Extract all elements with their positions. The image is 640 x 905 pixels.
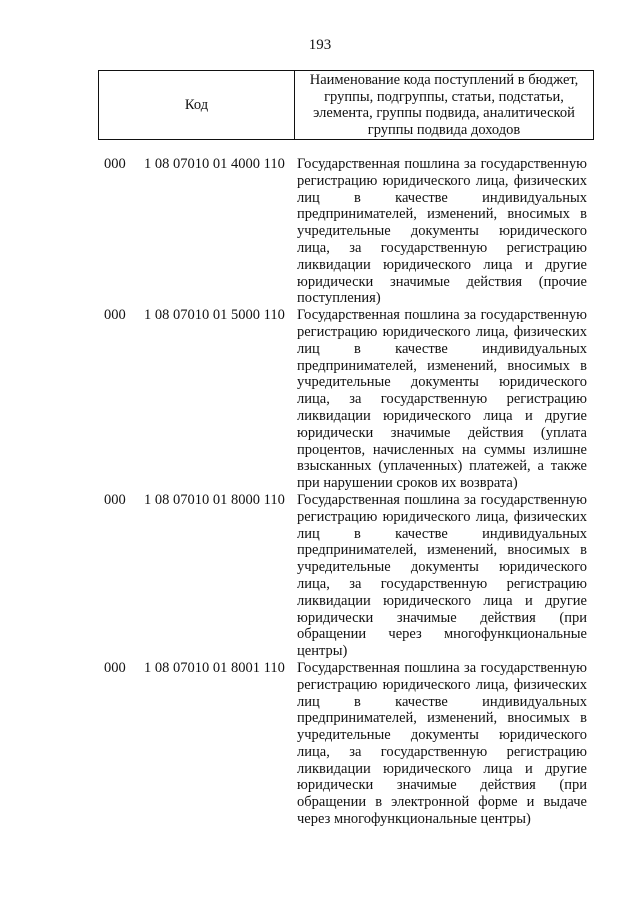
admin-code: 000 [104,156,126,172]
table-body [0,156,640,828]
admin-code: 000 [104,491,126,508]
admin-code: 000 [104,659,126,676]
revenue-code: 1 08 07010 01 5000 110 [144,307,285,324]
table-row [0,492,640,660]
revenue-description: Государственная пошлина за государственную регистрацию юридического лица, физических лиц в качестве индивидуальных предпринимателей, изменений, вносимых в учредительные документы юридического лица, за государственную регистрацию ликвидации юридического лица и другие юридически значимые действия (при обращении через многофункциональные центры) [297,491,587,660]
revenue-description: Государственная пошлина за государственную регистрацию юридического лица, физических лиц в качестве индивидуальных предпринимателей, изменений, вносимых в учредительные документы юридического лица, за государственную регистрацию ликвидации юридического лица и другие юридически значимые действия (уплата процентов, начисленных на суммы излишне взысканных (уплаченных) платежей, а также при нарушении сроков их возврата) [297,307,587,492]
header-name-cell: Наименование кода поступлений в бюджет, группы, подгруппы, статьи, подстатьи, элемента, группы подвида, аналитической группы подвида доходов [309,72,579,138]
table-row [0,156,640,307]
header-code-cell: Код [99,71,295,139]
admin-code: 000 [104,307,126,324]
table-row [0,660,640,828]
revenue-code: 1 08 07010 01 8001 110 [144,659,285,676]
revenue-description: Государственная пошлина за государственную регистрацию юридического лица, физических лиц в качестве индивидуальных предпринимателей, изменений, вносимых в учредительные документы юридического лица, за государственную регистрацию ликвидации юридического лица и другие юридически значимые действия (при обращении в электронной форме и выдаче через многофункциональные центры) [297,659,587,828]
page-number: 193 [308,37,332,53]
revenue-description: Государственная пошлина за государственную регистрацию юридического лица, физических лиц в качестве индивидуальных предпринимателей, изменений, вносимых в учредительные документы юридического лица, за государственную регистрацию ликвидации юридического лица и другие юридически значимые действия (прочие поступления) [297,156,587,307]
revenue-code: 1 08 07010 01 4000 110 [144,156,285,172]
table-header [98,70,594,140]
revenue-code: 1 08 07010 01 8000 110 [144,491,285,508]
table-row [0,307,640,492]
